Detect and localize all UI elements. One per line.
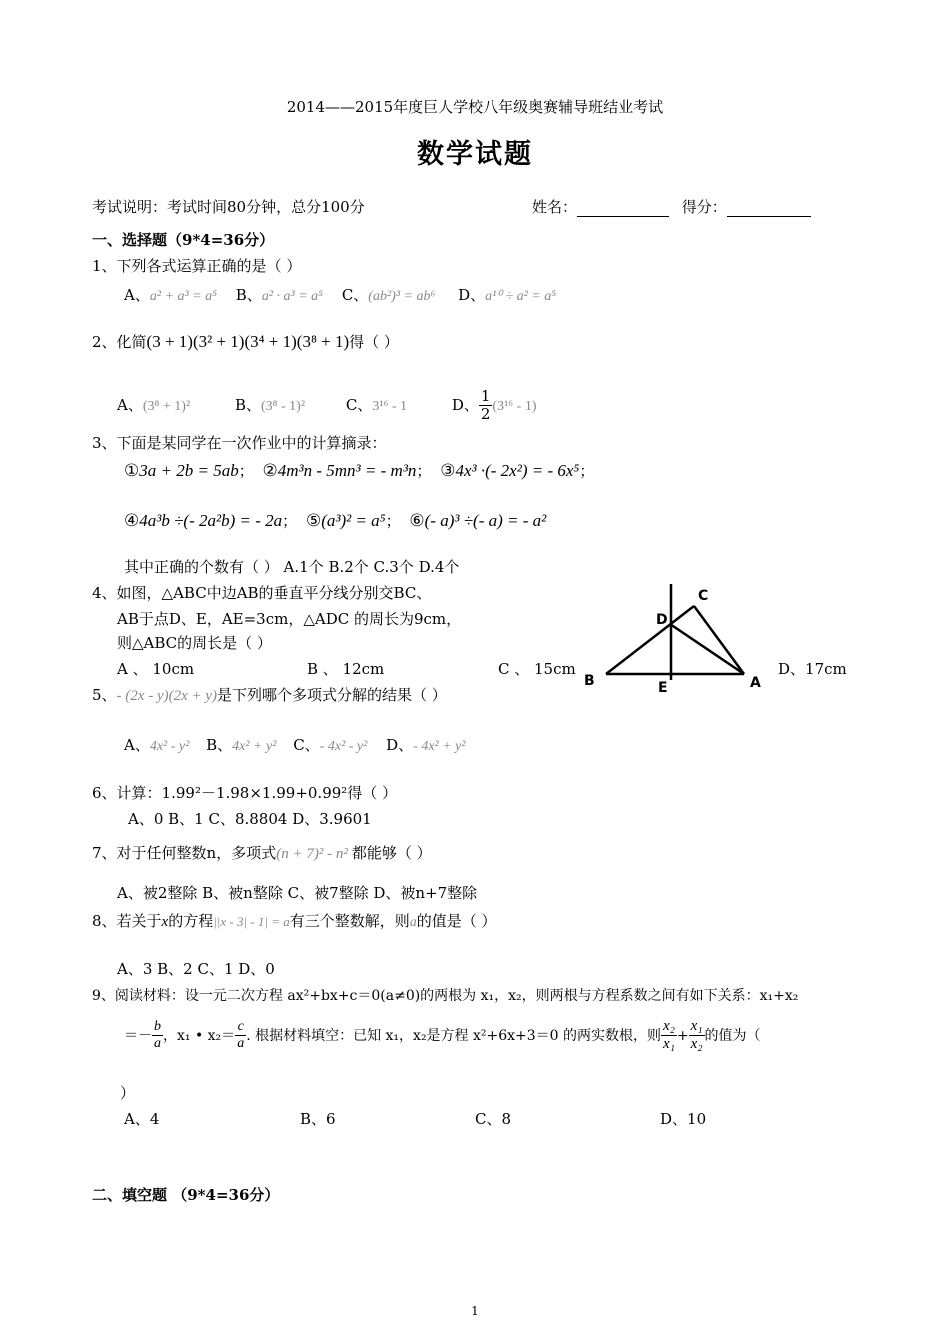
score-label: 得分： <box>681 198 727 216</box>
q3-line2: ④4a³b ÷(- 2a²b) = - 2a； ⑤(a³)² = a⁵； ⑥(- a)³ ÷(- a) = - a² <box>124 511 547 531</box>
q4-option-a: A 、 10cm <box>117 660 195 678</box>
label-e: E <box>658 680 668 696</box>
q4-option-d: D、17cm <box>778 660 847 678</box>
q2-stem: 2、化简(3 + 1)(3² + 1)(3⁴ + 1)(3⁸ + 1)得（ ） <box>92 332 399 351</box>
q9-option-d: D、10 <box>660 1110 707 1128</box>
q8-options: A、3 B、2 C、1 D、0 <box>117 960 275 978</box>
page-number: 1 <box>471 1304 479 1318</box>
q4-line2: AB于点D、E，AE=3cm，△ADC 的周长为9cm， <box>117 610 462 628</box>
label-b: B <box>584 673 595 689</box>
side-ca <box>694 606 744 674</box>
q4-line3: 则△ABC的周长是（ ） <box>117 634 272 652</box>
q2-options: A、(3⁸ + 1)² B、(3⁸ - 1)² C、3¹⁶ - 1 D、 $\frac{1}{2}$ (3¹⁶ - 1) <box>117 387 537 424</box>
segment-da <box>670 624 744 674</box>
side-bc <box>606 606 694 674</box>
q9-option-c: C、8 <box>475 1110 512 1128</box>
name-field[interactable] <box>532 196 811 217</box>
exam-header: 2014——2015年度巨人学校八年级奥赛辅导班结业考试 <box>286 98 664 116</box>
q9-line2: ＝－ $\frac{b}{a}$ ，x₁ • x₂＝ $\frac{c}{a}$ . 根据材料填空：已知 x₁，x₂是方程 x²+6x+3＝0 的两实数根，则 $\frac{\text{x₂}}{\text{x₁}}$ + $\frac{\text{x₁}}{\text{x₂}}$ 的值为（ <box>124 1018 761 1053</box>
label-a: A <box>750 675 761 691</box>
exam-note: 考试说明：考试时间80分钟，总分100分 <box>92 198 365 216</box>
q9-option-a: A、4 <box>124 1110 160 1128</box>
q4-option-c: C 、 15cm <box>498 660 576 678</box>
q9-close: ） <box>120 1084 136 1102</box>
name-label: 姓名： <box>532 198 578 216</box>
q4-line1: 4、如图，△ABC中边AB的垂直平分线分别交BC、 <box>92 584 432 602</box>
q7-stem: 7、对于任何整数n，多项式(n + 7)² - n² 都能够（ ） <box>92 844 432 862</box>
q7-options: A、被2整除 B、被n整除 C、被7整除 D、被n+7整除 <box>117 884 478 902</box>
label-d: D <box>656 612 668 628</box>
label-c: C <box>698 588 709 604</box>
section-2-heading: 二、填空题 （9*4=36分） <box>92 1186 280 1204</box>
q9-option-b: B、6 <box>300 1110 336 1128</box>
q6-stem: 6、计算：1.99²－1.98×1.99+0.99²得（ ） <box>92 784 398 802</box>
q8-stem: 8、若关于x的方程||x - 3| - 1| = a有三个整数解，则a的值是（ ） <box>92 912 497 930</box>
q5-options: A、4x² - y² B、4x² + y² C、- 4x² - y² D、- 4x² + y² <box>124 736 466 754</box>
q6-options: A、0 B、1 C、8.8804 D、3.9601 <box>128 810 372 828</box>
q3-options: 其中正确的个数有（ ） A.1个 B.2个 C.3个 D.4个 <box>124 558 460 576</box>
q3-stem: 3、下面是某同学在一次作业中的计算摘录： <box>92 434 387 452</box>
name-blank[interactable] <box>577 216 669 217</box>
triangle-figure <box>578 578 778 696</box>
q1-stem: 1、下列各式运算正确的是（ ） <box>92 257 302 275</box>
score-blank[interactable] <box>727 216 811 217</box>
q1-options: A、a² + a³ = a⁵ B、a² · a³ = a⁵ C、(ab²)³ = ab⁶ D、a¹⁰ ÷ a² = a⁵ <box>124 286 557 304</box>
page-title: 数学试题 <box>417 139 533 170</box>
q5-stem: 5、- (2x - y)(2x + y)是下列哪个多项式分解的结果（ ） <box>92 686 447 704</box>
section-1-heading: 一、选择题（9*4=36分） <box>92 231 275 249</box>
q3-line1: ①3a + 2b = 5ab； ②4m³n - 5mn³ = - m³n； ③4x³ ·(- 2x²) = - 6x⁵； <box>124 461 595 481</box>
q9-line1: 9、阅读材料：设一元二次方程 ax²+bx+c＝0(a≠0)的两根为 x₁，x₂，则两根与方程系数之间有如下关系：x₁+x₂ <box>92 988 799 1004</box>
q4-option-b: B 、 12cm <box>307 660 385 678</box>
